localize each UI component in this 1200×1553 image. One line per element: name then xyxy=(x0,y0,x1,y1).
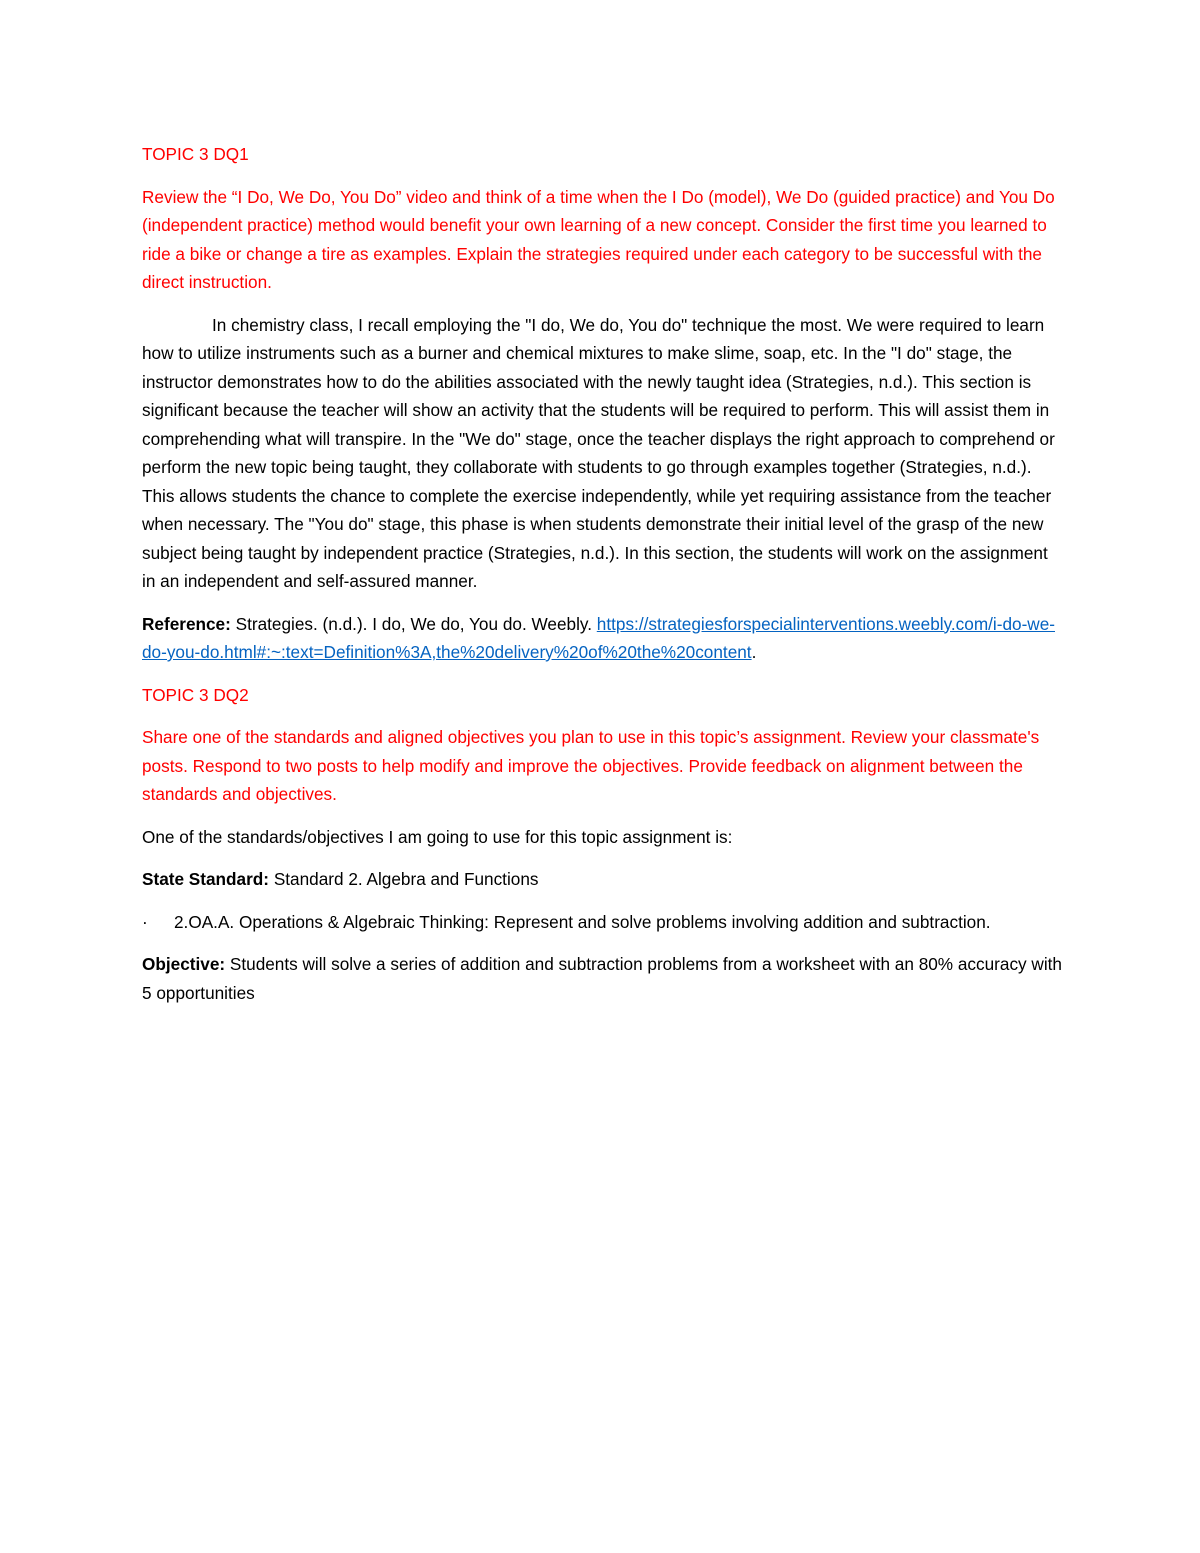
state-standard xyxy=(142,865,1062,894)
standard-bullet-text: 2.OA.A. Operations & Algebraic Thinking: Represent and solve problems involving addition and subtraction. xyxy=(174,911,991,932)
reference-end: . xyxy=(751,642,757,662)
topic2-heading: TOPIC 3 DQ2 xyxy=(142,684,249,705)
state-standard-text: Standard 2. Algebra and Functions xyxy=(273,869,539,889)
standard-bullet-item xyxy=(142,908,1062,937)
state-standard-label: State Standard: xyxy=(142,869,270,889)
objective-text: Students will solve a series of addition and subtraction problems from a worksheet with an 80% accuracy with 5 opportunities xyxy=(142,954,1062,1003)
objective xyxy=(142,950,1062,1007)
bullet-dot-icon: · xyxy=(142,911,148,932)
topic1-heading: TOPIC 3 DQ1 xyxy=(142,144,249,164)
reference-link[interactable]: https://strategiesforspecialinterventions.weebly.com/i-do-we-do-you-do.html#:~:text=Definition%3A,the%20delivery%20of%20the%20content xyxy=(142,613,1055,662)
topic1-response: In chemistry class, I recall employing the "I do, We do, You do" technique the most. We were required to learn how to utilize instruments such as a burner and chemical mixtures to make slime, soap, etc. In the "I do" stage, the instructor demonstrates how to do the abilities associated with the newly taught idea (Strategies, n.d.). This section is significant because the teacher will show an activity that the students will be required to perform. This will assist them in comprehending what will transpire. In the "We do" stage, once the teacher displays the right approach to comprehend or perform the new topic being taught, they collaborate with students to go through examples together (Strategies, n.d.). This allows students the chance to complete the exercise independently, while yet requiring assistance from the teacher when necessary. The "You do" stage, this phase is when students demonstrate their initial level of the grasp of the new subject being taught by independent practice (Strategies, n.d.). In this section, the students will work on the assignment in an independent and self-assured manner. xyxy=(142,314,1055,591)
reference-label: Reference: xyxy=(142,613,231,634)
document-body xyxy=(142,140,1062,1021)
reference-text: Strategies. (n.d.). I do, We do, You do. Weebly. xyxy=(235,613,592,634)
topic1-prompt: Review the “I Do, We Do, You Do” video and think of a time when the I Do (model), We Do (guided practice) and You Do (independent practice) method would benefit your own learning of a new concept. Consider the first time you learned to ride a bike or change a tire as examples. Explain the strategies required under each category to be successful with the direct instruction. xyxy=(142,186,1055,292)
topic2-intro: One of the standards/objectives I am going to use for this topic assignment is: xyxy=(142,826,733,847)
topic2-prompt: Share one of the standards and aligned objectives you plan to use in this topic’s assignment. Review your classmate's posts. Respond to two posts to help modify and improve the objectives. Provide feedback on alignment between the standards and objectives. xyxy=(142,727,1040,804)
reference-paragraph xyxy=(142,610,1062,667)
objective-label: Objective: xyxy=(142,954,226,974)
